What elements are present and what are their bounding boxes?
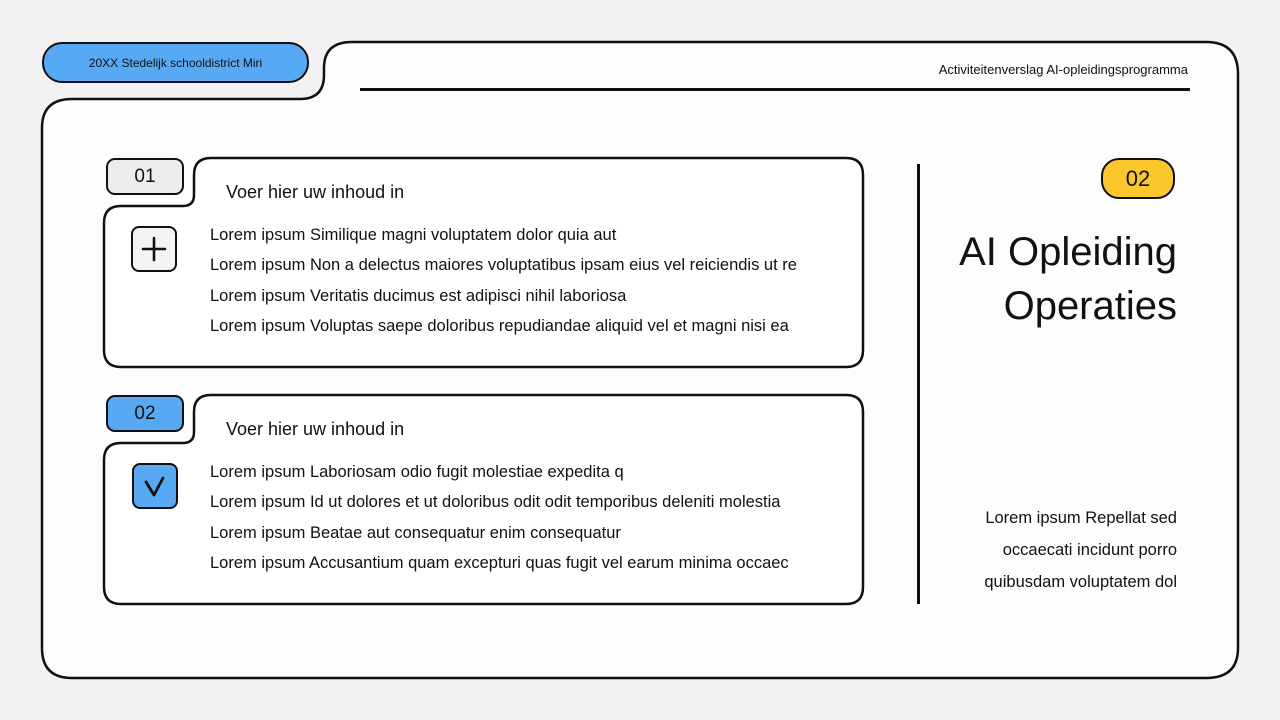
list-item: Lorem ipsum Similique magni voluptatem dolor quia aut — [210, 226, 617, 244]
list-item: Lorem ipsum Non a delectus maiores voluptatibus ipsam eius vel reiciendis ut re — [210, 256, 797, 275]
side-text-line: Lorem ipsum Repellat sed — [985, 509, 1177, 527]
section-1-number-badge — [106, 158, 184, 195]
side-number-badge — [1101, 158, 1175, 199]
list-item: Lorem ipsum Voluptas saepe doloribus repudiandae aliquid vel et magni nisi ea — [210, 316, 789, 335]
section-1-lines — [210, 220, 797, 341]
list-item: Lorem ipsum Accusantium quam excepturi quas fugit vel earum minima occaec — [210, 553, 789, 572]
header-divider — [360, 88, 1190, 91]
side-text — [917, 502, 1177, 598]
side-text-line: occaecati incidunt porro — [1002, 541, 1177, 559]
district-pill — [42, 42, 309, 83]
section-2-heading: Voer hier uw inhoud in — [226, 419, 405, 439]
section-2-lines — [210, 457, 789, 578]
list-item: Lorem ipsum Veritatis ducimus est adipisci nihil laboriosa — [210, 286, 627, 305]
check-icon — [132, 463, 178, 509]
section-1-heading: Voer hier uw inhoud in — [226, 182, 405, 202]
side-number: 02 — [1125, 165, 1151, 191]
section-2-number-badge — [106, 395, 184, 432]
section-2-number: 02 — [134, 402, 156, 424]
report-title: Activiteitenverslag AI-opleidingsprogramma — [938, 62, 1188, 77]
district-label: 20XX Stedelijk schooldistrict Miri — [88, 55, 263, 70]
section-1-number: 01 — [134, 165, 156, 187]
list-item: Lorem ipsum Beatae aut consequatur enim consequatur — [210, 523, 621, 542]
side-text-line: quibusdam voluptatem dol — [984, 573, 1177, 591]
side-title — [857, 225, 1177, 333]
side-title-line-1: AI Opleiding — [959, 230, 1177, 274]
list-item: Lorem ipsum Id ut dolores et ut doloribus odit odit temporibus deleniti molestia — [210, 493, 781, 512]
plus-icon — [131, 226, 177, 272]
side-title-line-2: Operaties — [1003, 284, 1177, 328]
list-item: Lorem ipsum Laboriosam odio fugit molestiae expedita q — [210, 463, 624, 481]
